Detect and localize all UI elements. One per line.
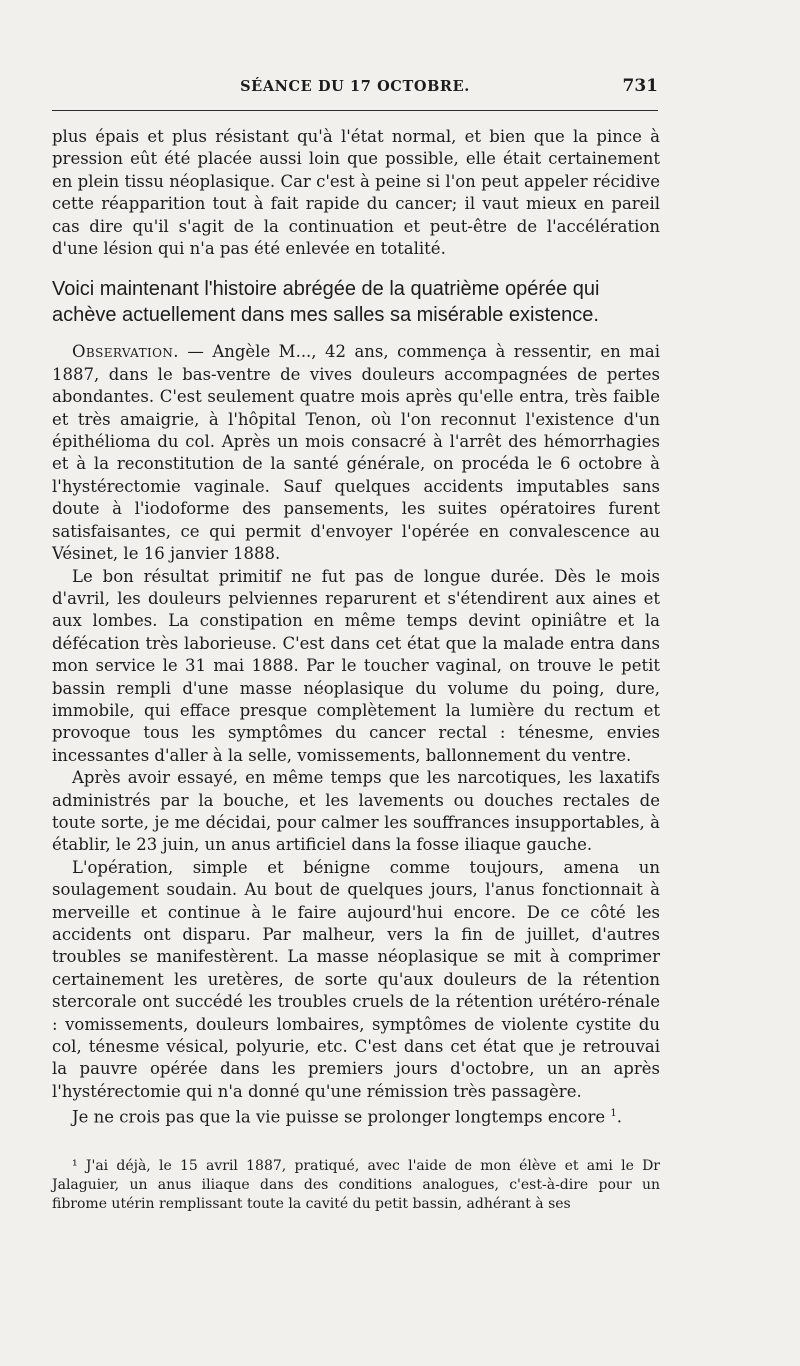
footnote-marker: ¹ [72, 1158, 78, 1174]
prognosis-text: Je ne crois pas que la vie puisse se prolonger longtemps encore [72, 1107, 606, 1127]
page-header [52, 76, 658, 104]
running-title: SÉANCE DU 17 OCTOBRE. [240, 78, 470, 95]
footnote [52, 1157, 660, 1214]
header-rule [52, 110, 658, 111]
observation-text: — Angèle M..., 42 ans, commença à ressentir, en mai 1887, dans le bas-ventre de vives douleurs accompagnées de pertes abondantes. C'est seulement quatre mois après qu'elle entra, très faible et très amaigrie, à l'hôpital Tenon, où l'on reconnut l'existence d'un épithélioma du col. Après un mois consacré à l'arrêt des hémorrhagies et à la reconstitution de la santé générale, on procéda le 6 octobre à l'hystérectomie vaginale. Sauf quelques accidents imputables sans doute à l'iodoforme des pansements, les suites opératoires furent satisfaisantes, ce qui permit d'envoyer l'opérée en convalescence au Vésinet, le 16 janvier 1888. [52, 342, 660, 564]
paragraph-prognosis [52, 1103, 660, 1129]
footnote-text: J'ai déjà, le 15 avril 1887, pratiqué, avec l'aide de mon élève et ami le Dr Jalaguier, un anus iliaque dans des conditions analogues, c'est-à-dire pour un fibrome utérin remplissant toute la cavité du petit bassin, adhérant à ses [52, 1158, 660, 1212]
footnote-paragraph [52, 1157, 660, 1214]
lead-paragraph: Voici maintenant l'histoire abrégée de la quatrième opérée qui achève actuellement dans mes salles sa misérable existence. [52, 278, 600, 327]
observation-label: Observation. [72, 342, 179, 362]
paragraph-treatment: Après avoir essayé, en même temps que les narcotiques, les laxatifs administrés par la bouche, et les lavements ou douches rectales de toute sorte, je me décidai, pour calmer les souffrances insupportables, à établir, le 23 juin, un anus artificiel dans la fosse iliaque gauche. [52, 768, 660, 855]
prognosis-end: . [616, 1107, 622, 1127]
observation-paragraph [52, 341, 660, 565]
paragraph-outcome: L'opération, simple et bénigne comme toujours, amena un soulagement soudain. Au bout de quelques jours, l'anus fonctionnait à merveille et continue à le faire aujourd'hui encore. De ce côté les accidents ont disparu. Par malheur, vers la fin de juillet, d'autres troubles se manifestèrent. La masse néoplasique se mit à comprimer certainement les uretères, de sorte qu'aux douleurs de la rétention stercorale ont succédé les troubles cruels de la rétention urétéro-rénale : vomissements, douleurs lombaires, symptômes de violente cystite du col, ténesme vésical, polyurie, etc. C'est dans cet état que je retrouvai la pauvre opérée dans les premiers jours d'octobre, un an après l'hystérectomie qui n'a donné qu'une rémission très passagère. [52, 857, 660, 1101]
paragraph-recurrence: Le bon résultat primitif ne fut pas de longue durée. Dès le mois d'avril, les douleurs pelviennes reparurent et s'étendirent aux aines et aux lombes. La constipation en même temps devint opiniâtre et la défécation très laborieuse. C'est dans cet état que la malade entra dans mon service le 31 mai 1888. Par le toucher vaginal, on trouve le petit bassin rempli d'une masse néoplasique du volume du poing, dure, immobile, qui efface presque complètement la lumière du rectum et provoque tous les symptômes du cancer rectal : ténesme, envies incessantes d'aller à la selle, vomissements, ballonnement du ventre. [52, 566, 660, 765]
body-text [52, 126, 660, 1129]
page-number: 731 [622, 76, 658, 96]
footnote-reference[interactable]: 1 [610, 1108, 617, 1120]
paragraph-continuation: plus épais et plus résistant qu'à l'état normal, et bien que la pince à pression eût été placée aussi loin que possible, elle était certainement en plein tissu néoplasique. Car c'est à peine si l'on peut appeler récidive cette réapparition tout à fait rapide du cancer; il vaut mieux en pareil cas dire qu'il s'agit de la continuation et peut-être de l'accélération d'une lésion qui n'a pas été enlevée en totalité. [52, 127, 660, 259]
